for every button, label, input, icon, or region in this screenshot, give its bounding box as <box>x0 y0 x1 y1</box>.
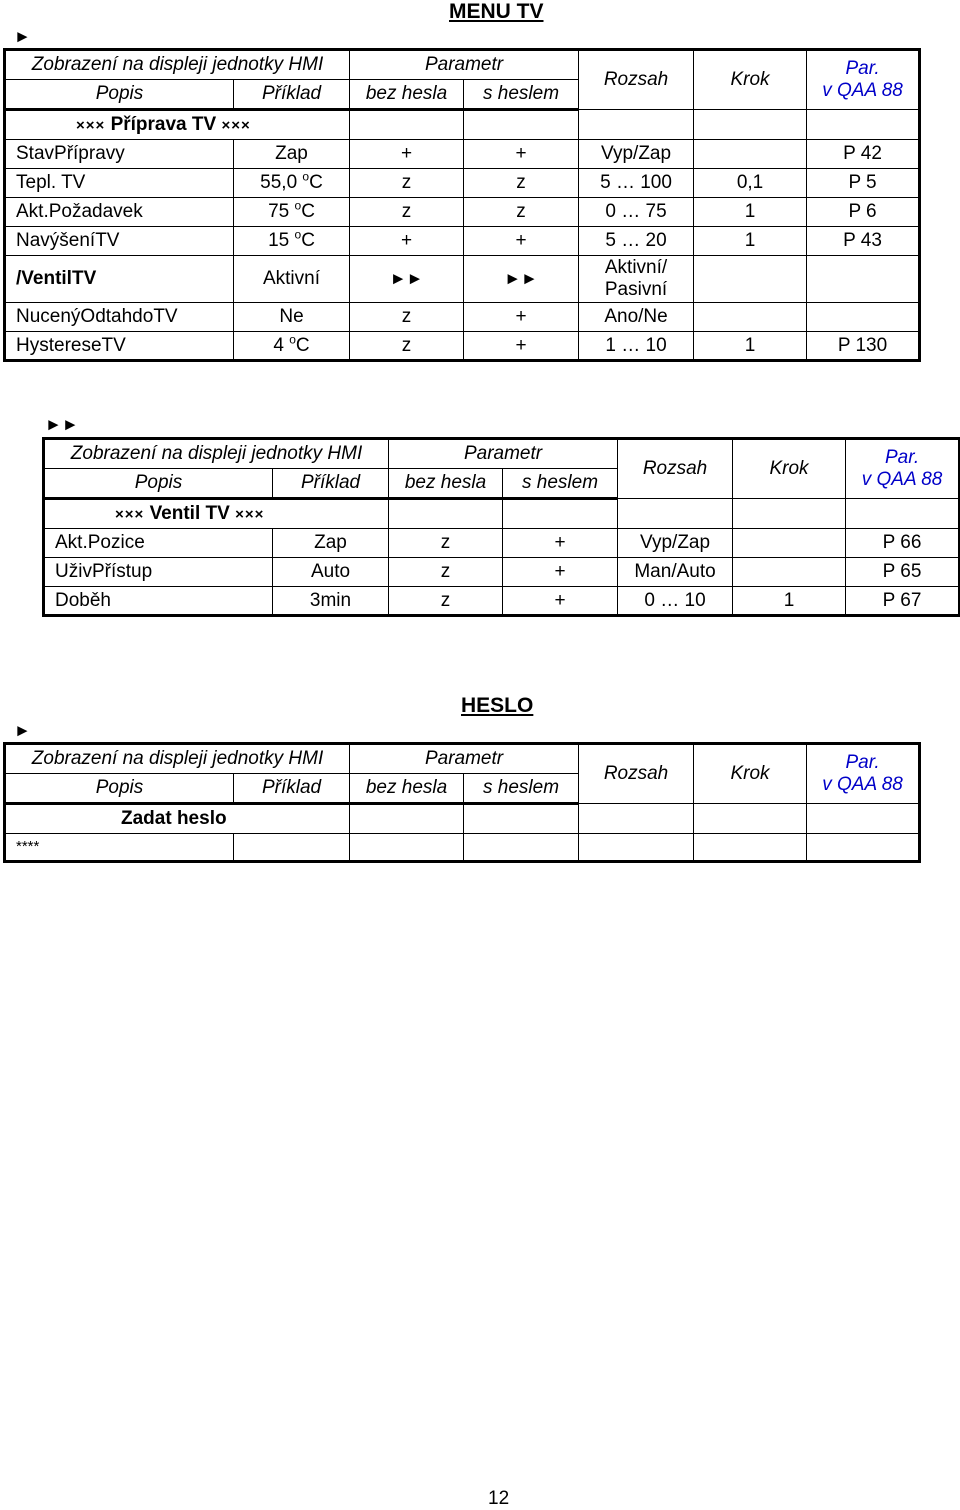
cell-bez-hesla: z <box>389 529 503 558</box>
header-popis: Popis <box>44 469 273 499</box>
heslo-title: HESLO <box>461 694 534 717</box>
nav-arrow-icon: ► <box>14 721 31 740</box>
header-par <box>807 50 920 110</box>
header-s-heslem: s heslem <box>464 774 579 804</box>
header-par <box>846 439 960 499</box>
table-row <box>44 529 960 558</box>
section-marks-right: ××× <box>221 116 251 134</box>
cell-krok: 1 <box>694 198 807 227</box>
section-row <box>5 804 920 834</box>
unit: C <box>295 334 310 356</box>
cell-rozsah: Vyp/Zap <box>618 529 733 558</box>
submenu-arrow-icon: ►► <box>389 269 424 288</box>
cell-par: P 65 <box>846 558 960 587</box>
cell-krok <box>733 529 846 558</box>
unit: C <box>301 201 315 222</box>
header-par <box>807 744 920 804</box>
header-row-1 <box>44 439 960 469</box>
header-par-line1: Par. <box>845 752 880 773</box>
cell-par <box>807 303 920 332</box>
cell-bez-hesla: + <box>350 227 464 256</box>
header-row-1 <box>5 744 920 774</box>
table-row <box>5 227 920 256</box>
table-row <box>5 256 920 303</box>
header-par-line2: v QAA 88 <box>822 774 903 795</box>
cell-s-heslem: z <box>464 198 579 227</box>
header-priklad: Příklad <box>234 774 350 804</box>
ventil-tv-table <box>42 437 960 617</box>
value: 4 <box>273 334 284 356</box>
header-rozsah: Rozsah <box>618 439 733 499</box>
cell-rozsah: 1 … 10 <box>579 332 694 361</box>
value: 15 <box>268 230 290 251</box>
cell-popis: /VentilTV <box>5 256 234 303</box>
cell-krok <box>733 558 846 587</box>
table-row <box>5 169 920 198</box>
menu-title: MENU TV <box>449 0 544 23</box>
cell-krok <box>694 256 807 303</box>
cell-priklad: Zap <box>273 529 389 558</box>
section-label: Příprava TV <box>110 113 217 135</box>
cell-rozsah: Man/Auto <box>618 558 733 587</box>
cell-krok: 1 <box>694 227 807 256</box>
cell-rozsah: Ano/Ne <box>579 303 694 332</box>
header-par-line2: v QAA 88 <box>822 80 903 101</box>
cell-rozsah: Vyp/Zap <box>579 140 694 169</box>
header-popis: Popis <box>5 774 234 804</box>
cell-priklad: Aktivní <box>234 256 350 303</box>
cell-par: P 5 <box>807 169 920 198</box>
header-bez-hesla: bez hesla <box>350 774 464 804</box>
cell-s-heslem: z <box>464 169 579 198</box>
section-title: Zadat heslo <box>5 804 350 834</box>
header-par-line1: Par. <box>845 58 880 79</box>
cell-par: P 43 <box>807 227 920 256</box>
cell-par <box>807 256 920 303</box>
cell-s-heslem <box>464 256 579 303</box>
value: 75 <box>268 201 290 222</box>
header-rozsah: Rozsah <box>579 744 694 804</box>
rozsah-line2: Pasivní <box>604 279 668 300</box>
cell-priklad <box>234 169 350 198</box>
cell-popis: Akt.Pozice <box>44 529 273 558</box>
section-row <box>44 499 960 529</box>
cell-bez-hesla: + <box>350 140 464 169</box>
cell-krok: 0,1 <box>694 169 807 198</box>
cell-priklad <box>234 198 350 227</box>
unit: C <box>301 230 315 251</box>
header-krok: Krok <box>694 50 807 110</box>
cell-krok <box>694 140 807 169</box>
cell-par: P 67 <box>846 587 960 616</box>
cell-bez-hesla: z <box>350 332 464 361</box>
value: 55,0 <box>260 172 298 193</box>
cell-bez-hesla: z <box>350 303 464 332</box>
nav-arrow-icon: ► <box>14 27 31 46</box>
cell-bez-hesla <box>350 256 464 303</box>
cell-s-heslem: + <box>464 303 579 332</box>
header-priklad: Příklad <box>234 80 350 110</box>
header-par-line1: Par. <box>884 447 920 468</box>
table-row <box>5 140 920 169</box>
cell-par: P 42 <box>807 140 920 169</box>
section-marks-left: ××× <box>76 116 106 134</box>
cell-par: P 66 <box>846 529 960 558</box>
header-display: Zobrazení na displeji jednotky HMI <box>5 50 350 80</box>
cell-priklad: Auto <box>273 558 389 587</box>
cell-s-heslem: + <box>464 140 579 169</box>
section-marks-right: ××× <box>235 505 265 523</box>
cell-bez-hesla: z <box>389 587 503 616</box>
header-display: Zobrazení na displeji jednotky HMI <box>5 744 350 774</box>
cell-popis: NucenýOdtahdoTV <box>5 303 234 332</box>
cell-priklad: 3min <box>273 587 389 616</box>
cell-popis: StavPřípravy <box>5 140 234 169</box>
table-row <box>5 834 920 862</box>
header-bez-hesla: bez hesla <box>350 80 464 110</box>
cell-rozsah: 5 … 20 <box>579 227 694 256</box>
cell-rozsah <box>579 256 694 303</box>
cell-par: P 130 <box>807 332 920 361</box>
cell-popis: Doběh <box>55 589 111 611</box>
cell-popis: UživPřístup <box>44 558 273 587</box>
header-display: Zobrazení na displeji jednotky HMI <box>44 439 389 469</box>
cell-bez-hesla: z <box>389 558 503 587</box>
table-row <box>5 332 920 361</box>
cell-bez-hesla: z <box>350 198 464 227</box>
header-s-heslem: s heslem <box>464 80 579 110</box>
section-row <box>5 110 920 140</box>
cell-rozsah: 0 … 10 <box>618 587 733 616</box>
heslo-table <box>3 742 921 863</box>
cell-priklad: Zap <box>234 140 350 169</box>
degree-sup: o <box>294 227 302 242</box>
page-number: 12 <box>488 1488 510 1509</box>
header-priklad: Příklad <box>273 469 389 499</box>
cell-s-heslem: + <box>503 529 618 558</box>
header-s-heslem: s heslem <box>503 469 618 499</box>
cell-s-heslem: + <box>464 332 579 361</box>
header-rozsah: Rozsah <box>579 50 694 110</box>
cell-s-heslem: + <box>503 558 618 587</box>
cell-popis: NavýšeníTV <box>5 227 234 256</box>
header-par-line2: v QAA 88 <box>861 469 943 490</box>
header-bez-hesla: bez hesla <box>389 469 503 499</box>
cell-par: P 6 <box>807 198 920 227</box>
header-parametr: Parametr <box>350 50 579 80</box>
section-marks-left: ××× <box>115 505 145 523</box>
section-label: Ventil TV <box>149 502 230 524</box>
cell-s-heslem: + <box>503 587 618 616</box>
header-krok: Krok <box>694 744 807 804</box>
rozsah-line1: Aktivní/ <box>604 257 668 278</box>
header-parametr: Parametr <box>389 439 618 469</box>
table-row <box>44 587 960 616</box>
degree-sup: o <box>302 169 310 184</box>
header-popis: Popis <box>5 80 234 110</box>
header-row-1 <box>5 50 920 80</box>
header-krok: Krok <box>733 439 846 499</box>
degree-sup: o <box>289 332 296 347</box>
password-stars[interactable]: **** <box>16 838 40 855</box>
cell-s-heslem: + <box>464 227 579 256</box>
cell-popis: Akt.Požadavek <box>5 198 234 227</box>
cell-popis: HystereseTV <box>16 334 126 356</box>
section-title <box>44 499 389 529</box>
cell-priklad <box>234 332 350 361</box>
submenu-arrow-icon: ►► <box>504 269 538 288</box>
cell-rozsah: 5 … 100 <box>579 169 694 198</box>
table-row <box>5 198 920 227</box>
table-row <box>44 558 960 587</box>
cell-popis: Tepl. TV <box>5 169 234 198</box>
header-parametr: Parametr <box>350 744 579 774</box>
section-title <box>5 110 350 140</box>
cell-krok: 1 <box>694 332 807 361</box>
cell-priklad: Ne <box>234 303 350 332</box>
cell-krok <box>694 303 807 332</box>
cell-bez-hesla: z <box>350 169 464 198</box>
cell-krok: 1 <box>733 587 846 616</box>
cell-priklad <box>234 227 350 256</box>
menu-tv-table <box>3 48 921 362</box>
degree-sup: o <box>294 198 302 213</box>
submenu-arrow-icon: ►► <box>45 415 79 434</box>
unit: C <box>309 172 323 193</box>
cell-rozsah: 0 … 75 <box>579 198 694 227</box>
table-row <box>5 303 920 332</box>
